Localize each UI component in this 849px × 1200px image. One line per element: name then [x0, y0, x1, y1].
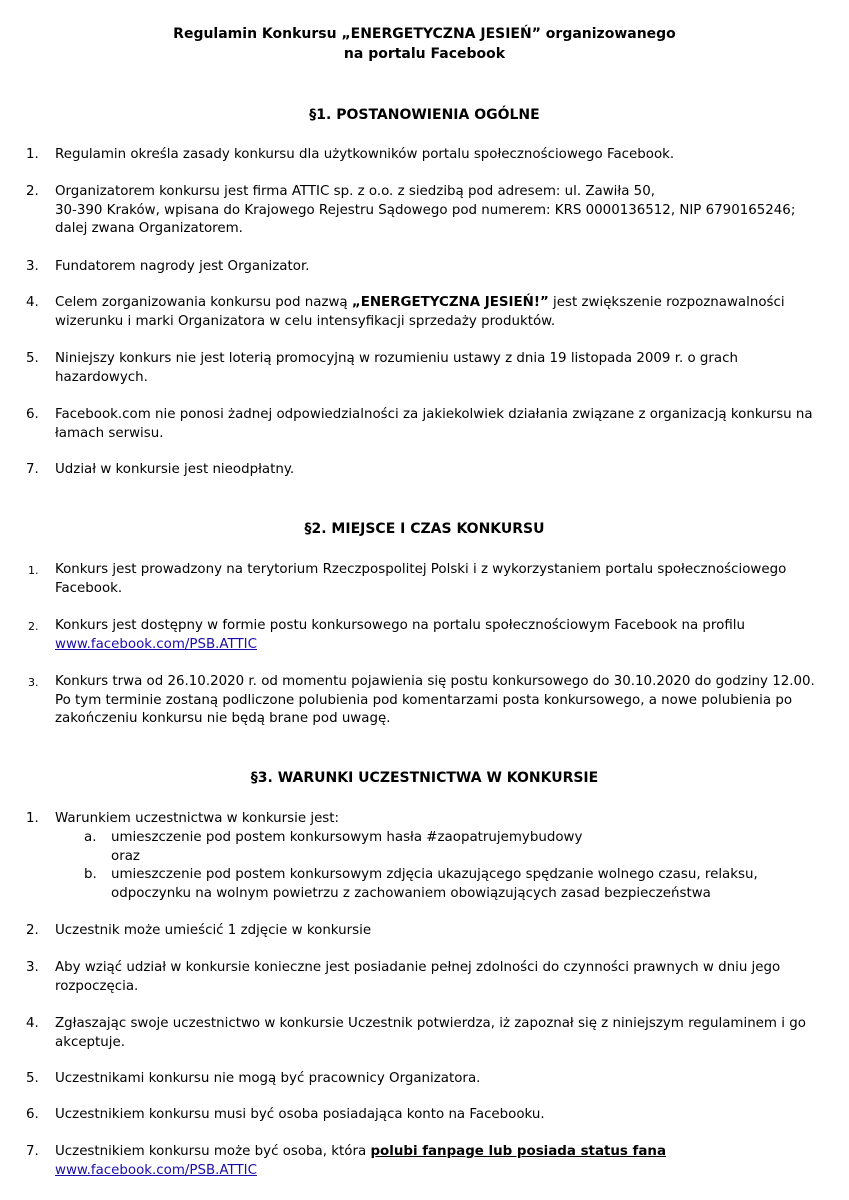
item-text-line: Niniejszy konkurs nie jest loterią promocyjną w rozumieniu ustawy z dnia 19 listopada 2009 r. o grach	[55, 351, 738, 366]
s2-item-3	[28, 673, 835, 729]
contest-name: „ENERGETYCZNA JESIEŃ!”	[351, 295, 549, 310]
subitem-text: umieszczenie pod postem konkursowym hasła #zaopatrujemybudowy	[111, 830, 583, 845]
item-text-line: Konkurs jest prowadzony na terytorium Rzeczpospolitej Polski i z wykorzystaniem portalu społecznościowego	[55, 562, 787, 577]
section-heading-3: §3. WARUNKI UCZESTNICTWA W KONKURSIE	[250, 770, 599, 786]
s3-item-4	[26, 1015, 835, 1052]
s3-subitem-a	[84, 829, 824, 866]
item-text: Uczestnikiem konkursu może być osoba, która	[55, 1144, 371, 1159]
s1-item-7	[26, 461, 835, 480]
item-number: 1.	[26, 811, 39, 826]
item-text-line	[55, 1143, 835, 1162]
document-title	[0, 24, 849, 64]
subitem-letter: b.	[84, 867, 97, 882]
subitem-text: odpoczynku na wolnym powietrzu z zachowaniem obowiązujących zasad bezpieczeństwa	[111, 885, 711, 901]
item-text-line: Facebook.com nie ponosi żadnej odpowiedzialności za jakiekolwiek działania związane z organizacją konkursu na	[55, 407, 813, 422]
item-text-line: Po tym terminie zostaną podliczone polubienia pod komentarzami posta konkursowego, a nowe polubienia po	[55, 692, 793, 708]
s1-item-3	[26, 258, 835, 277]
item-number: 2.	[26, 923, 39, 938]
s1-item-6	[26, 406, 835, 443]
item-number: 7.	[26, 1144, 39, 1159]
s1-item-5	[26, 350, 835, 387]
item-number: 5.	[26, 351, 39, 366]
item-text-line: wizerunku i marki Organizatora w celu intensyfikacji sprzedaży produktów.	[55, 313, 556, 329]
item-text-line: Aby wziąć udział w konkursie konieczne jest posiadanie pełnej zdolności do czynności prawnych w dniu jego	[55, 960, 781, 975]
item-text: Uczestnikiem konkursu musi być osoba posiadająca konto na Facebooku.	[55, 1107, 545, 1122]
subitem-oraz: oraz	[111, 848, 140, 864]
s3-item-6	[26, 1106, 835, 1125]
item-number: 2.	[26, 184, 39, 199]
item-text: Fundatorem nagrody jest Organizator.	[55, 259, 310, 274]
title-line-2: na portalu Facebook	[343, 46, 506, 62]
item-number: 3.	[26, 259, 39, 274]
s3-item-2	[26, 922, 835, 941]
item-text: Warunkiem uczestnictwa w konkursie jest:	[55, 811, 340, 826]
item-number: 4.	[26, 295, 39, 310]
s1-item-2	[26, 183, 835, 239]
item-text: Celem zorganizowania konkursu pod nazwą	[55, 295, 352, 310]
item-text-line: zakończeniu konkursu nie będą brane pod uwagę.	[55, 711, 391, 726]
item-text-line	[55, 294, 835, 313]
s3-item-3	[26, 959, 835, 996]
s3-item-5	[26, 1070, 835, 1089]
item-number: 1.	[26, 147, 39, 162]
subitem-letter: a.	[84, 830, 97, 845]
item-text: Udział w konkursie jest nieodpłatny.	[55, 462, 295, 477]
fan-requirement-emphasis: polubi fanpage lub posiada status fana	[370, 1144, 666, 1159]
item-text: Uczestnikami konkursu nie mogą być pracownicy Organizatora.	[55, 1071, 481, 1086]
item-text-line: rozpoczęcia.	[55, 978, 139, 994]
s1-item-4	[26, 294, 835, 331]
item-number: 1.	[28, 564, 39, 577]
item-number: 5.	[26, 1071, 39, 1086]
item-text-line: Konkurs jest dostępny w formie postu konkursowego na portalu społecznościowym Facebook na profilu	[55, 618, 745, 633]
item-text-line: hazardowych.	[55, 369, 148, 385]
s2-item-1	[28, 561, 835, 598]
s1-item-1	[26, 146, 835, 165]
title-line-1: Regulamin Konkursu „ENERGETYCZNA JESIEŃ” organizowanego	[173, 26, 676, 42]
section-heading-1: §1. POSTANOWIENIA OGÓLNE	[309, 107, 540, 123]
item-text-line: akceptuje.	[55, 1034, 126, 1050]
s3-item-7	[26, 1143, 835, 1180]
item-text: jest zwiększenie rozpoznawalności	[548, 295, 785, 310]
item-text-line: dalej zwana Organizatorem.	[55, 221, 243, 236]
item-text-line: 30-390 Kraków, wpisana do Krajowego Rejestru Sądowego pod numerem: KRS 0000136512, NIP 6790165246;	[55, 202, 796, 218]
item-number: 3.	[26, 960, 39, 975]
item-text-line: Facebook.	[55, 580, 123, 596]
item-text: Uczestnik może umieścić 1 zdjęcie w konkursie	[55, 923, 372, 938]
facebook-profile-link[interactable]: www.facebook.com/PSB.ATTIC	[55, 1162, 257, 1178]
item-text-line: łamach serwisu.	[55, 425, 164, 441]
item-number: 3.	[28, 676, 39, 689]
item-text-line: Organizatorem konkursu jest firma ATTIC sp. z o.o. z siedzibą pod adresem: ul. Zawiła 50,	[55, 184, 655, 199]
item-number: 6.	[26, 407, 39, 422]
subitem-text: umieszczenie pod postem konkursowym zdjęcia ukazującego spędzanie wolnego czasu, relaksu,	[111, 867, 758, 882]
item-text-line: Zgłaszając swoje uczestnictwo w konkursie Uczestnik potwierdza, iż zapoznał się z niniejszym regulaminem i go	[55, 1016, 806, 1031]
s2-item-2	[28, 617, 835, 654]
s3-item-1	[26, 810, 835, 829]
facebook-profile-link[interactable]: www.facebook.com/PSB.ATTIC	[55, 636, 257, 652]
item-number: 6.	[26, 1107, 39, 1122]
item-number: 4.	[26, 1016, 39, 1031]
item-number: 2.	[28, 620, 39, 633]
item-text-line: Konkurs trwa od 26.10.2020 r. od momentu pojawienia się postu konkursowego do 30.10.2020 do godziny 12.00.	[55, 674, 815, 689]
s3-subitem-b	[84, 866, 824, 903]
item-number: 7.	[26, 462, 39, 477]
item-text: Regulamin określa zasady konkursu dla użytkowników portalu społecznościowego Facebook.	[55, 147, 675, 162]
section-heading-2: §2. MIEJSCE I CZAS KONKURSU	[304, 521, 545, 537]
